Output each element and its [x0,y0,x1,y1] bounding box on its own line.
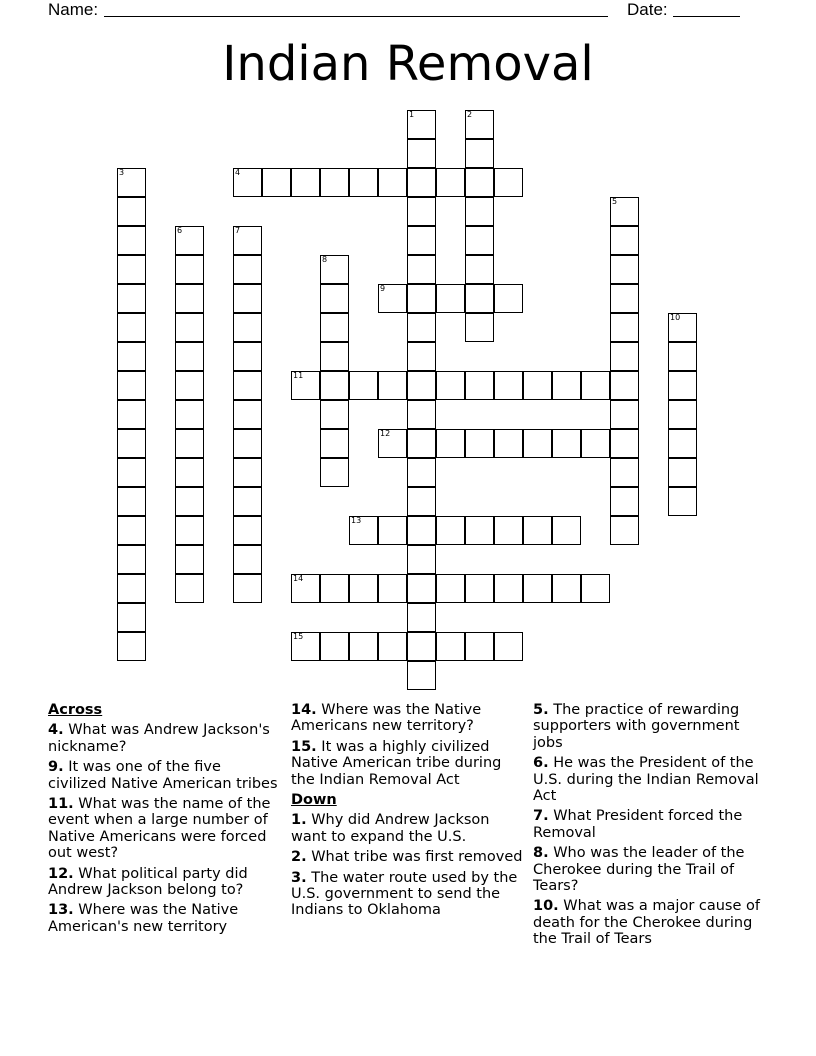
grid-cell[interactable] [175,487,204,516]
grid-cell[interactable] [610,313,639,342]
grid-cell[interactable] [465,313,494,342]
grid-cell[interactable] [291,168,320,197]
clue-number: 8 [322,255,328,264]
grid-cell[interactable] [349,574,378,603]
grid-cell[interactable] [465,139,494,168]
grid-cell[interactable] [668,458,697,487]
clue-number: 3 [119,168,125,177]
grid-cell[interactable] [378,371,407,400]
grid-cell[interactable] [175,574,204,603]
grid-cell[interactable] [175,371,204,400]
grid-cell[interactable] [407,429,436,458]
clue-across-9: 9. It was one of the five civilized Native American tribes [48,759,278,792]
grid-cell[interactable] [465,429,494,458]
grid-cell[interactable] [668,313,697,342]
grid-cell[interactable] [117,400,146,429]
clue-number: 11 [293,371,304,380]
grid-cell[interactable] [494,632,523,661]
grid-cell[interactable] [117,632,146,661]
grid-cell[interactable] [117,487,146,516]
clue-number: 2 [467,110,473,119]
grid-cell[interactable] [233,255,262,284]
grid-cell[interactable] [668,342,697,371]
grid-cell[interactable] [407,458,436,487]
grid-cell[interactable] [233,400,262,429]
clue-down-2: 2. What tribe was first removed [291,849,523,866]
grid-cell[interactable] [378,516,407,545]
clue-down-8: 8. Who was the leader of the Cherokee during the Trail of Tears? [533,845,745,895]
grid-cell[interactable] [233,226,262,255]
grid-cell[interactable] [523,574,552,603]
grid-cell[interactable] [494,284,523,313]
clue-number: 5 [612,197,618,206]
grid-cell[interactable] [233,342,262,371]
grid-cell[interactable] [378,574,407,603]
grid-cell[interactable] [407,139,436,168]
grid-cell[interactable] [465,516,494,545]
grid-cell[interactable] [117,255,146,284]
grid-cell[interactable] [610,400,639,429]
clue-number: 10 [670,313,681,322]
grid-cell[interactable] [175,458,204,487]
grid-cell[interactable] [117,313,146,342]
grid-cell[interactable] [233,313,262,342]
grid-cell[interactable] [320,400,349,429]
grid-cell[interactable] [233,429,262,458]
grid-cell[interactable] [117,574,146,603]
grid-cell[interactable] [465,371,494,400]
grid-cell[interactable] [668,429,697,458]
grid-cell[interactable] [117,603,146,632]
grid-cell[interactable] [233,284,262,313]
grid-cell[interactable] [523,371,552,400]
grid-cell[interactable] [494,429,523,458]
grid-cell[interactable] [436,429,465,458]
grid-cell[interactable] [175,313,204,342]
grid-cell[interactable] [175,255,204,284]
grid-cell[interactable] [320,284,349,313]
grid-cell[interactable] [233,516,262,545]
grid-cell[interactable] [407,197,436,226]
grid-cell[interactable] [291,574,320,603]
grid-cell[interactable] [523,429,552,458]
grid-cell[interactable] [117,197,146,226]
clue-down-1: 1. Why did Andrew Jackson want to expand the U.S. [291,812,490,845]
grid-cell[interactable] [233,545,262,574]
clue-down-7: 7. What President forced the Removal [533,808,743,841]
grid-cell[interactable] [378,632,407,661]
down-heading: Down [291,792,337,809]
grid-cell[interactable] [407,661,436,690]
clue-down-10: 10. What was a major cause of death for the Cherokee during the Trail of Tears [533,898,760,948]
clue-across-14: 14. Where was the Native Americans new territory? [291,702,482,735]
grid-cell[interactable] [610,226,639,255]
grid-cell[interactable] [494,516,523,545]
grid-cell[interactable] [349,516,378,545]
grid-cell[interactable] [320,255,349,284]
grid-cell[interactable] [436,284,465,313]
grid-cell[interactable] [465,632,494,661]
grid-cell[interactable] [320,632,349,661]
grid-cell[interactable] [117,284,146,313]
grid-cell[interactable] [436,516,465,545]
grid-cell[interactable] [117,429,146,458]
grid-cell[interactable] [668,400,697,429]
grid-cell[interactable] [436,632,465,661]
clue-number: 1 [409,110,415,119]
grid-cell[interactable] [610,516,639,545]
grid-cell[interactable] [465,284,494,313]
clue-number: 6 [177,226,183,235]
grid-cell[interactable] [175,226,204,255]
grid-cell[interactable] [552,429,581,458]
grid-cell[interactable] [378,284,407,313]
grid-cell[interactable] [407,342,436,371]
grid-cell[interactable] [581,574,610,603]
name-label: Name: [48,0,99,19]
grid-cell[interactable] [117,516,146,545]
clue-number: 9 [380,284,386,293]
grid-cell[interactable] [581,429,610,458]
clue-column-1 [48,702,280,939]
clue-across-4: 4. What was Andrew Jackson's nickname? [48,722,270,755]
grid-cell[interactable] [407,487,436,516]
grid-cell[interactable] [262,168,291,197]
grid-cell[interactable] [320,342,349,371]
grid-cell[interactable] [407,284,436,313]
grid-cell[interactable] [494,574,523,603]
grid-cell[interactable] [465,255,494,284]
grid-cell[interactable] [494,168,523,197]
grid-cell[interactable] [320,574,349,603]
grid-cell[interactable] [117,545,146,574]
clue-number: 14 [293,574,304,583]
grid-cell[interactable] [465,226,494,255]
grid-cell[interactable] [349,632,378,661]
grid-cell[interactable] [523,516,552,545]
grid-cell[interactable] [610,458,639,487]
clue-down-3: 3. The water route used by the U.S. government to send the Indians to Oklahoma [291,869,518,919]
grid-cell[interactable] [378,429,407,458]
clue-column-2 [291,702,523,923]
clue-across-13: 13. Where was the Native American's new territory [48,902,239,935]
date-label: Date: [627,0,668,19]
clue-down-5: 5. The practice of rewarding supporters with government jobs [533,702,740,751]
grid-cell[interactable] [465,110,494,139]
grid-cell[interactable] [320,313,349,342]
grid-cell[interactable] [436,168,465,197]
grid-cell[interactable] [494,371,523,400]
grid-cell[interactable] [407,168,436,197]
clue-across-11: 11. What was the name of the event when a large number of Native Americans were forced out west? [48,796,271,862]
grid-cell[interactable] [233,487,262,516]
grid-cell[interactable] [175,429,204,458]
grid-cell[interactable] [378,168,407,197]
grid-cell[interactable] [349,371,378,400]
clue-number: 12 [380,429,391,438]
grid-cell[interactable] [465,574,494,603]
grid-cell[interactable] [610,429,639,458]
grid-cell[interactable] [407,255,436,284]
grid-cell[interactable] [610,255,639,284]
grid-cell[interactable] [436,574,465,603]
grid-cell[interactable] [349,168,378,197]
clue-across-12: 12. What political party did Andrew Jackson belong to? [48,865,248,899]
grid-cell[interactable] [117,458,146,487]
grid-cell[interactable] [117,226,146,255]
grid-cell[interactable] [552,574,581,603]
grid-cell[interactable] [320,458,349,487]
clue-down-6: 6. He was the President of the U.S. during the Indian Removal Act [533,755,759,805]
grid-cell[interactable] [291,371,320,400]
clue-number: 15 [293,632,304,641]
grid-cell[interactable] [407,110,436,139]
grid-cell[interactable] [610,197,639,226]
grid-cell[interactable] [407,603,436,632]
grid-cell[interactable] [320,371,349,400]
grid-cell[interactable] [175,545,204,574]
grid-cell[interactable] [233,168,262,197]
grid-cell[interactable] [581,371,610,400]
grid-cell[interactable] [465,168,494,197]
grid-cell[interactable] [668,487,697,516]
grid-cell[interactable] [175,342,204,371]
across-heading: Across [48,702,103,718]
grid-cell[interactable] [552,371,581,400]
grid-cell[interactable] [407,226,436,255]
clue-across-15: 15. It was a highly civilized Native American tribe during the Indian Removal Act [291,738,502,788]
clue-number: 7 [235,226,241,235]
clue-number: 4 [235,168,241,177]
puzzle-title: Indian Removal [222,36,594,92]
grid-cell[interactable] [233,371,262,400]
grid-cell[interactable] [320,168,349,197]
grid-cell[interactable] [407,371,436,400]
grid-cell[interactable] [407,545,436,574]
grid-cell[interactable] [117,371,146,400]
grid-cell[interactable] [407,400,436,429]
grid-cell[interactable] [610,487,639,516]
grid-cell[interactable] [407,313,436,342]
grid-cell[interactable] [291,632,320,661]
grid-cell[interactable] [610,284,639,313]
grid-cell[interactable] [552,516,581,545]
grid-cell[interactable] [610,371,639,400]
grid-cell[interactable] [320,429,349,458]
grid-cell[interactable] [175,516,204,545]
grid-cell[interactable] [407,574,436,603]
clue-column-3 [533,702,765,952]
grid-cell[interactable] [668,371,697,400]
grid-cell[interactable] [610,342,639,371]
clue-number: 13 [351,516,362,525]
grid-cell[interactable] [465,197,494,226]
grid-cell[interactable] [175,284,204,313]
grid-cell[interactable] [436,371,465,400]
grid-cell[interactable] [233,458,262,487]
grid-cell[interactable] [117,168,146,197]
grid-cell[interactable] [175,400,204,429]
grid-cell[interactable] [117,342,146,371]
grid-cell[interactable] [407,516,436,545]
grid-cell[interactable] [233,574,262,603]
grid-cell[interactable] [407,632,436,661]
